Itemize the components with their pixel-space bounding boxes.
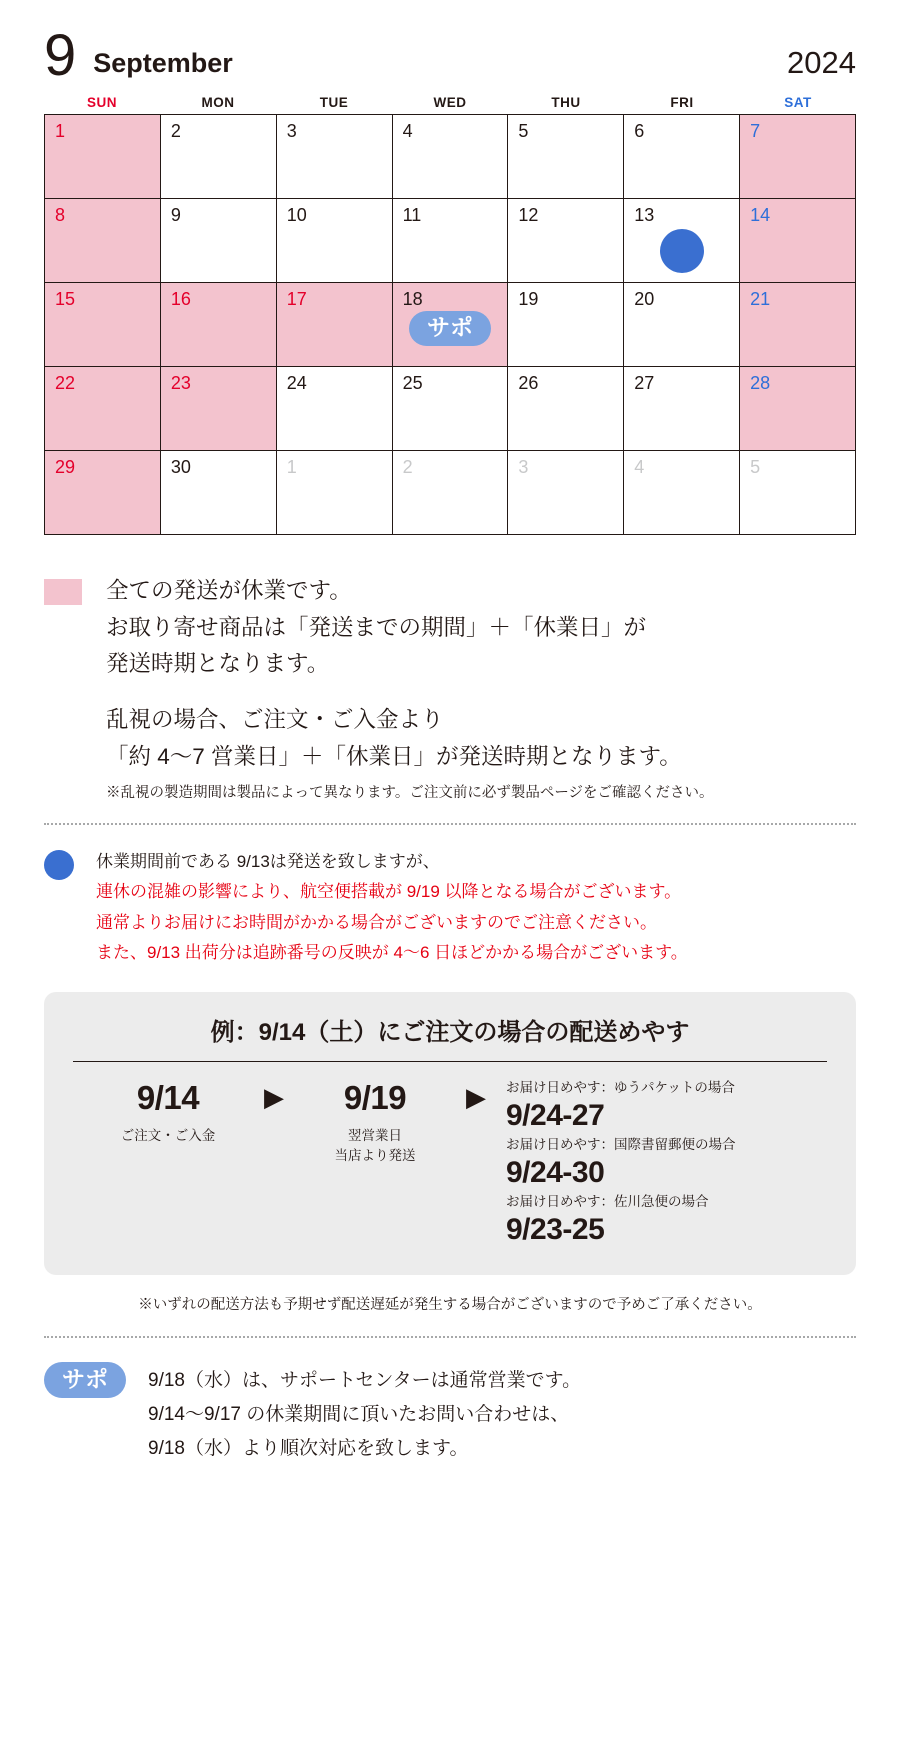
blue-dot-icon [44,850,74,880]
day-number: 28 [750,373,771,394]
calendar-day-cell [277,451,393,535]
day-number: 2 [170,121,181,142]
calendar-day-cell [624,367,740,451]
calendar-day-cell [161,115,277,199]
day-number: 25 [402,373,423,394]
day-number: 4 [634,457,645,478]
weekday-thu: THU [551,95,581,111]
calendar-day-cell [45,451,161,535]
weekday-fri: FRI [670,95,694,111]
shipping-note-line-2: 連休の混雑の影響により、航空便搭載が 9/19 以降となる場合がございます。 [96,882,682,902]
day-number: 1 [286,457,297,478]
day-number: 24 [286,373,307,394]
calendar-day-cell [161,283,277,367]
calendar-day-cell [161,199,277,283]
support-note-line-1: 9/18（水）は、サポートセンターは通常営業です。 [148,1369,582,1391]
example-divider [73,1061,827,1062]
day-number: 29 [55,457,76,478]
day-number: 5 [750,457,761,478]
support-note-text [148,1362,581,1467]
calendar-day-cell [277,199,393,283]
calendar-day-cell [624,199,740,283]
example-note: ※いずれの配送方法も予期せず配送遅延が発生する場合がございますので予めご了承ください。 [138,1296,762,1313]
shipping-note-line-4: また、9/13 出荷分は追跡番号の反映が 4〜6 日ほどかかる場合がございます。 [96,942,688,962]
month-number: 9 [44,23,76,88]
delivery-date-3: 9/23-25 [506,1212,605,1246]
calendar-day-cell [393,451,509,535]
support-note-line-2: 9/14〜9/17 の休業期間に頂いたお問い合わせは、 [148,1404,570,1426]
delivery-flow [44,1078,856,1249]
order-date: 9/14 [136,1079,200,1117]
ship-caption [290,1126,460,1167]
day-number: 27 [634,373,655,394]
day-number: 20 [634,289,655,310]
flow-step-ship [290,1078,460,1166]
day-number: 16 [170,289,191,310]
day-number: 4 [402,121,413,142]
day-number: 14 [750,205,771,226]
day-number: 1 [55,121,66,142]
day-number: 11 [402,205,422,226]
day-number: 18 [402,289,423,310]
flow-step-order [78,1078,258,1146]
blue-dot-marker-icon [660,229,704,273]
weekday-sat: SAT [784,95,812,111]
legend-line-4: 乱視の場合、ご注文・ご入金より [106,707,444,733]
delivery-example-box [44,992,856,1275]
month-name: September [93,48,233,79]
calendar-day-cell [45,283,161,367]
calendar-day-cell [277,283,393,367]
calendar-day-cell [393,199,509,283]
sapo-badge: サポ [44,1362,126,1398]
calendar-day-cell [740,451,856,535]
ship-caption-line-2: 当店より発送 [334,1147,416,1163]
weekday-wed: WED [433,95,467,111]
delivery-estimates [506,1078,822,1249]
calendar-day-cell [508,115,624,199]
day-number: 6 [634,121,645,142]
calendar-day-cell [624,115,740,199]
legend-note: ※乱視の製造期間は製品によって異なります。ご注文前に必ず製品ページをご確認ください。 [106,785,714,802]
calendar-day-cell [508,451,624,535]
calendar-day-cell [508,367,624,451]
day-number: 9 [170,205,181,226]
ship-caption-line-1: 翌営業日 [348,1127,402,1143]
arrow-icon-2: ▶ [466,1082,486,1113]
weekday-sun: SUN [86,95,117,111]
day-number: 3 [518,457,529,478]
day-number: 2 [402,457,413,478]
year-label: 2024 [787,45,856,81]
support-center-note [0,1338,900,1497]
legend-line-2: お取り寄せ商品は「発送までの期間」＋「休業日」が [106,614,647,640]
day-number: 30 [170,457,191,478]
calendar-day-cell [508,283,624,367]
legend-holiday-text [106,573,714,805]
legend-line-1: 全ての発送が休業です。 [106,578,352,604]
calendar-day-cell [740,283,856,367]
calendar-day-cell [45,199,161,283]
shipping-note-line-3: 通常よりお届けにお時間がかかる場合がございますのでご注意ください。 [96,912,657,932]
day-number: 7 [750,121,761,142]
day-number: 21 [750,289,771,310]
day-number: 12 [518,205,539,226]
day-number: 26 [518,373,539,394]
calendar-day-cell [161,367,277,451]
calendar-day-cell [508,199,624,283]
delivery-label-2: お届け日めやす：国際書留郵便の場合 [506,1136,736,1152]
calendar-day-cell [624,451,740,535]
day-number: 15 [55,289,76,310]
legend-line-3: 発送時期となります。 [106,650,330,676]
calendar-day-cell [45,115,161,199]
delivery-date-1: 9/24-27 [506,1098,605,1132]
delivery-date-2: 9/24-30 [506,1155,605,1189]
order-caption: ご注文・ご入金 [120,1127,216,1143]
calendar-day-cell [277,115,393,199]
calendar-grid [44,114,856,535]
calendar-day-cell [161,451,277,535]
delivery-label-3: お届け日めやす：佐川急便の場合 [506,1193,709,1209]
legend-shipping-note [0,825,900,968]
day-number: 17 [286,289,307,310]
calendar-day-cell [624,283,740,367]
weekday-row [44,95,856,110]
calendar-header [0,0,900,89]
calendar-day-cell [277,367,393,451]
calendar-day-cell [393,367,509,451]
calendar-day-cell [393,115,509,199]
sapo-marker-badge: サポ [409,311,491,346]
legend-holiday [0,573,900,805]
weekday-tue: TUE [319,95,349,111]
shipping-note-line-1: 休業期間前である 9/13は発送を致しますが、 [96,852,440,872]
day-number: 8 [55,205,66,226]
day-number: 5 [518,121,529,142]
day-number: 3 [286,121,297,142]
day-number: 13 [634,205,655,226]
day-number: 23 [170,373,191,394]
example-title: 例：9/14（土）にご注文の場合の配送めやす [210,1019,690,1047]
day-number: 19 [518,289,539,310]
calendar-day-cell [393,283,509,367]
calendar-day-cell [740,115,856,199]
weekday-mon: MON [201,95,235,111]
shipping-note-text [96,847,688,968]
legend-line-5: 「約 4〜7 営業日」＋「休業日」が発送時期となります。 [106,743,682,769]
pink-swatch-icon [44,579,82,605]
support-note-line-3: 9/18（水）より順次対応を致します。 [148,1438,469,1460]
arrow-icon-1: ▶ [264,1082,284,1113]
calendar-day-cell [740,199,856,283]
calendar-day-cell [45,367,161,451]
day-number: 10 [286,205,307,226]
day-number: 22 [55,373,76,394]
ship-date: 9/19 [343,1079,407,1117]
calendar-day-cell [740,367,856,451]
delivery-label-1: お届け日めやす：ゆうパケットの場合 [506,1080,735,1096]
